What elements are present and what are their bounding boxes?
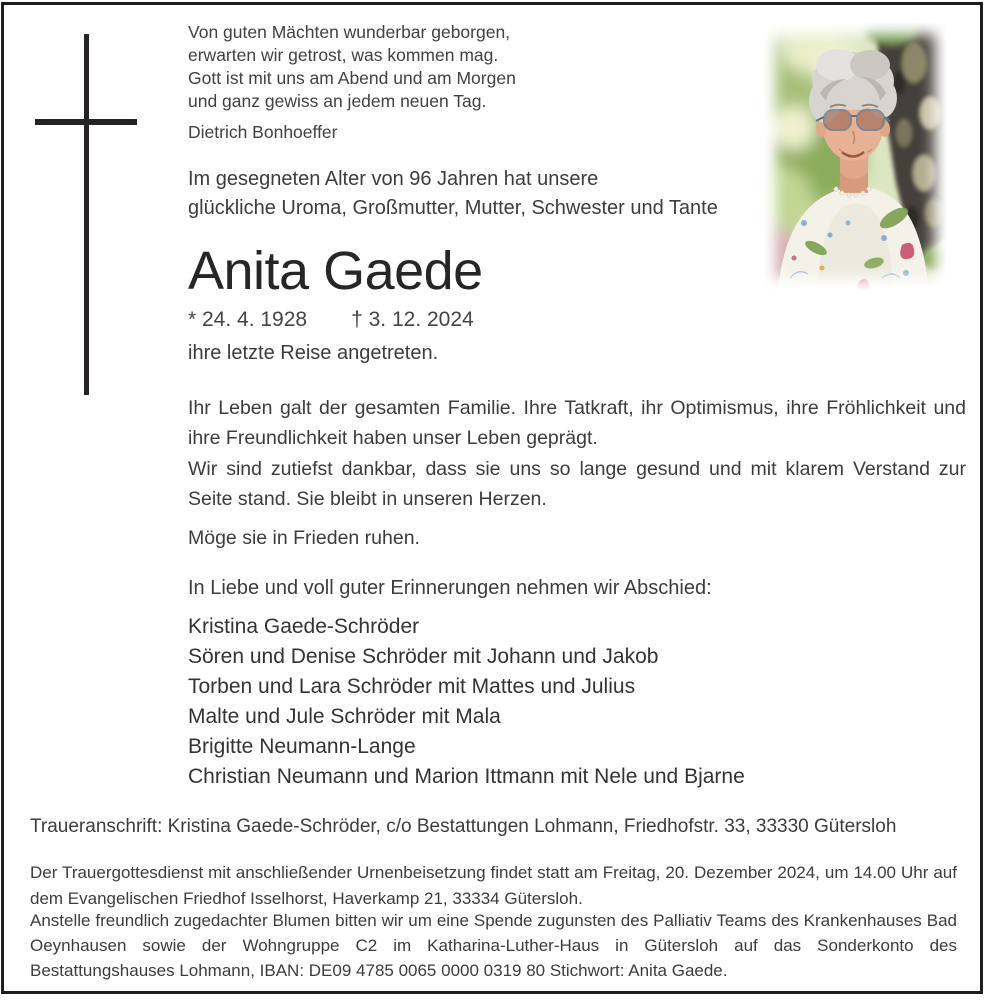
poem-line: und ganz gewiss an jedem neuen Tag. bbox=[188, 91, 487, 111]
mourner-line: Christian Neumann und Marion Ittmann mit Nele und Bjarne bbox=[188, 765, 745, 788]
after-dates-text: ihre letzte Reise angetreten. bbox=[188, 342, 439, 364]
mourner-line: Brigitte Neumann-Lange bbox=[188, 735, 416, 758]
body-paragraph: Möge sie in Frieden ruhen. bbox=[188, 527, 420, 549]
body-paragraph: Ihr Leben galt der gesamten Familie. Ihre Tatkraft, ihr Optimismus, ihre Fröhlichkeit und ihre Freundlichkeit haben unser Leben geprägt. bbox=[188, 397, 966, 449]
mourner-line: Kristina Gaede-Schröder bbox=[188, 615, 420, 638]
mourner-line: Torben und Lara Schröder mit Mattes und Julius bbox=[188, 675, 636, 698]
farewell-intro: In Liebe und voll guter Erinnerungen nehmen wir Abschied: bbox=[188, 577, 712, 599]
poem bbox=[188, 21, 516, 113]
body-paragraph: Wir sind zutiefst dankbar, dass sie uns so lange gesund und mit klarem Verstand zur Seite stand. Sie bleibt in unseren Herzen. bbox=[188, 458, 966, 510]
mourner-line: Malte und Jule Schröder mit Mala bbox=[188, 705, 501, 728]
poem-line: Von guten Mächten wunderbar geborgen, bbox=[188, 22, 511, 42]
death-date: † 3. 12. 2024 bbox=[351, 308, 474, 331]
mourners-list bbox=[188, 612, 745, 792]
life-dates bbox=[188, 308, 474, 332]
birth-date: * 24. 4. 1928 bbox=[188, 308, 308, 331]
deceased-name: Anita Gaede bbox=[188, 241, 483, 301]
intro-line: glückliche Uroma, Großmutter, Mutter, Schwester und Tante bbox=[188, 197, 718, 219]
service-info: Der Trauergottesdienst mit anschließender Urnenbeisetzung findet statt am Freitag, 20. Dezember 2024, um 14.00 Uhr auf dem Evangelischen Friedhof Isselhorst, Haverkamp 21, 33334 Gütersloh. bbox=[30, 863, 957, 908]
poem-line: erwarten wir getrost, was kommen mag. bbox=[188, 45, 499, 65]
donation-info: Anstelle freundlich zugedachter Blumen bitten wir um eine Spende zugunsten des Palliativ Teams des Krankenhauses Bad Oeynhausen sowie der Wohngruppe C2 im Katharina-Luther-Haus in Gütersloh auf das Sonderkonto des Bestattungshauses Lohmann, IBAN: DE09 4785 0065 0000 0319 80 Stichwort: Anita Gaede. bbox=[30, 911, 957, 980]
portrait-photo bbox=[764, 23, 946, 290]
poem-line: Gott ist mit uns am Abend und am Morgen bbox=[188, 68, 516, 88]
intro-text bbox=[188, 165, 718, 223]
mourning-address: Traueranschrift: Kristina Gaede-Schröder, c/o Bestattungen Lohmann, Friedhofstr. 33, 33330 Gütersloh bbox=[30, 816, 897, 837]
intro-line: Im gesegneten Alter von 96 Jahren hat unsere bbox=[188, 168, 599, 190]
poem-author: Dietrich Bonhoeffer bbox=[188, 122, 338, 142]
cross-icon-bar bbox=[35, 119, 137, 125]
portrait-photo-graphic bbox=[764, 23, 946, 290]
mourner-line: Sören und Denise Schröder mit Johann und Jakob bbox=[188, 645, 659, 668]
cross-icon bbox=[84, 34, 89, 395]
